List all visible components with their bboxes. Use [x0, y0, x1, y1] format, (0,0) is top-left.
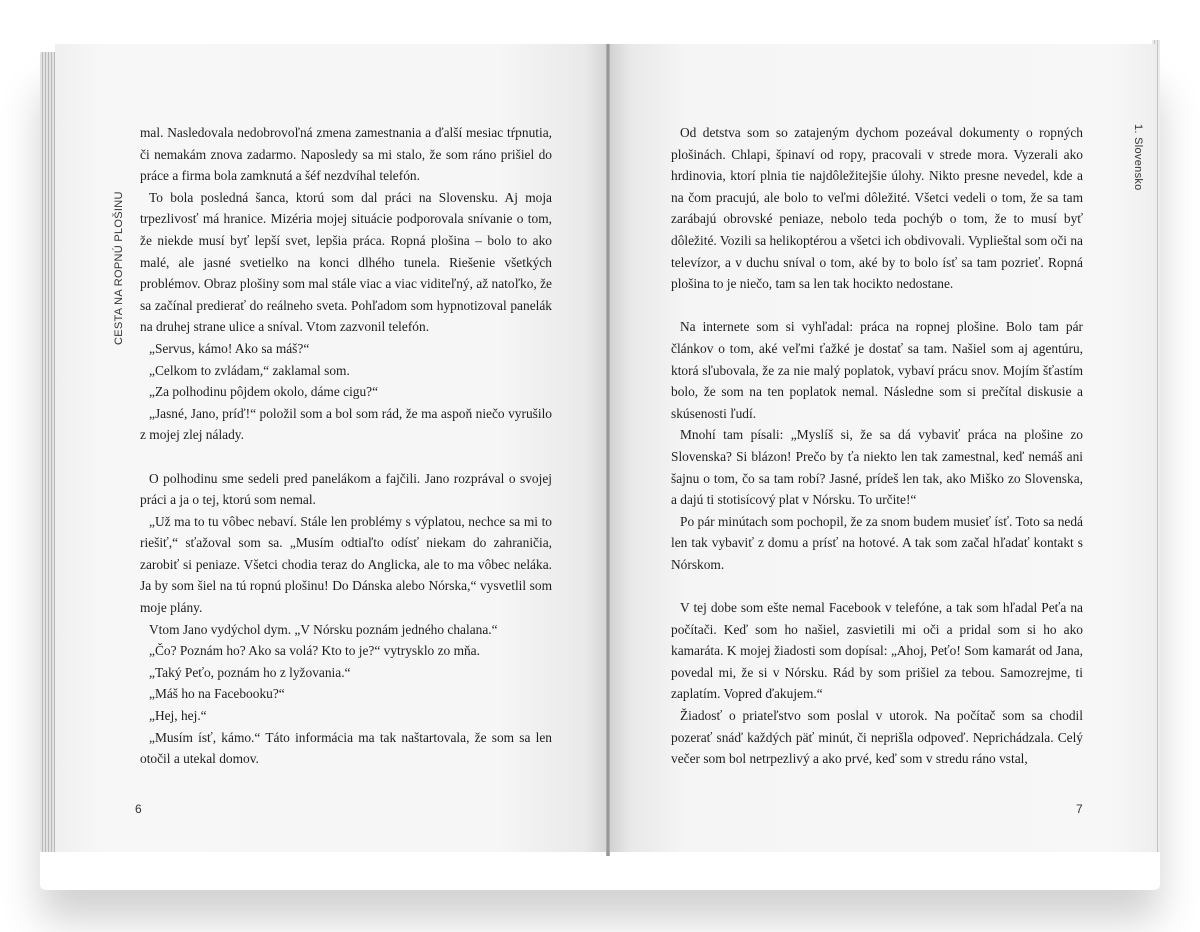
paragraph: „Čo? Poznám ho? Ako sa volá? Kto to je?“ vytrysklo zo mňa.	[149, 643, 480, 659]
left-page	[55, 44, 608, 852]
paragraph: V tej dobe som ešte nemal Facebook v telefóne, a tak som hľadal Peťa na počítači. Keď som ho našiel, zasvietili mi oči a pridal som si ho ako kamaráta. K mojej žiadosti som dopísal: „Ahoj, Peťo! Som kamarát od Jana, povedal mi, že si v Nórsku. Rád by som prišiel za tebou. Samozrejme, ti zaplatím. Vopred ďakujem.“	[671, 600, 1083, 702]
paragraph: To bola posledná šanca, ktorú som dal práci na Slovensku. Aj moja trpezlivosť má hranice. Mizéria mojej situácie podporovala snívanie o tom, že niekde musí byť lepší svet, lepšia práca. Ropná plošina – bolo to ako malé, ale jasné svetielko na konci dlhého tunela. Riešenie všetkých problémov. Obraz plošiny som mal stále viac a viac viditeľný, až natoľko, že sa začínal predierať do reálneho sveta. Pohľadom som hypnotizoval panelák na druhej strane ulice a sníval. Vtom zazvonil telefón.	[140, 189, 552, 335]
page-number-right: 7	[1076, 802, 1083, 816]
paragraph: „Jasné, Jano, príď!“ položil som a bol som rád, že ma aspoň niečo vyrušilo z mojej zlej nálady.	[140, 405, 552, 443]
running-head-left: CESTA NA ROPNÚ PLOŠINU	[113, 191, 125, 345]
paragraph: „Celkom to zvládam,“ zaklamal som.	[149, 362, 350, 378]
paragraph: Po pár minútach som pochopil, že za snom budem musieť ísť. Toto sa nedá len tak vybaviť z domu a prísť na hotové. A tak som začal hľadať kontakt s Nórskom.	[671, 513, 1083, 572]
paragraph: „Servus, kámo! Ako sa máš?“	[149, 340, 310, 356]
paragraph: „Za polhodinu pôjdem okolo, dáme cigu?“	[149, 384, 379, 400]
paragraph: „Hej, hej.“	[149, 708, 207, 724]
paragraph: „Máš ho na Facebooku?“	[149, 686, 285, 702]
paragraph: Vtom Jano vydýchol dym. „V Nórsku poznám jedného chalana.“	[149, 621, 498, 637]
left-page-body	[140, 122, 552, 770]
right-page	[608, 44, 1156, 852]
paragraph: Žiadosť o priateľstvo som poslal v utorok. Na počítač som sa chodil pozerať snáď každých päť minút, či neprišla odpoveď. Neprichádzala. Celý večer som bol netrpezlivý a ako prvé, keď som v stredu ráno vstal,	[671, 708, 1083, 767]
paragraph: O polhodinu sme sedeli pred panelákom a fajčili. Jano rozprával o svojej práci a ja o tej, ktorú som nemal.	[140, 470, 552, 508]
paragraph: Od detstva som so zatajeným dychom pozeával dokumenty o ropných plošinách. Chlapi, špinaví od ropy, pracovali v strede mora. Vyzerali ako hrdinovia, ktorí plnia tie najdôležitejšie úlohy. Nikto presne nevedel, kde a na čom pracujú, ale bolo to veľmi dôležité. Všetci vedeli o tom, že sa tam zarábajú obrovské peniaze, nebolo teda pochýb o tom, že to musí byť dôležité. Vozili sa helikoptérou a všetci ich obdivovali. Vyplieštal som oči na televízor, a v duchu sníval o tom, aké by to bolo ísť sa tam pozrieť. Ropná plošina to je niečo, tam sa len tak hocikto nedostane.	[671, 125, 1083, 292]
paragraph: „Taký Peťo, poznám ho z lyžovania.“	[149, 664, 351, 680]
paragraph: mal. Nasledovala nedobrovoľná zmena zamestnania a ďalší mesiac tŕpnutia, či nemakám znova zadarmo. Naposledy sa mi stalo, že som ráno prišiel do práce a firma bola zamknutá a šéf nezdvíhal telefón.	[140, 125, 552, 184]
running-head-right: 1. Slovensko	[1132, 124, 1144, 191]
paragraph: „Musím ísť, kámo.“ Táto informácia ma tak naštartovala, že som sa len otočil a utekal domov.	[140, 729, 552, 767]
paragraph: Na internete som si vyhľadal: práca na ropnej plošine. Bolo tam pár článkov o tom, aké veľmi ťažké je dostať sa tam. Našiel som aj agentúru, ktorá sľubovala, že za nie malý poplatok, vybaví prácu snov. Mojím šťastím bolo, že som na ten poplatok nemal. Následne som si prečítal diskusie a skúsenosti ľudí.	[671, 319, 1083, 421]
paragraph: Mnohí tam písali: „Myslíš si, že sa dá vybaviť práca na plošine zo Slovenska? Si blázon! Prečo by ťa niekto len tak zamestnal, keď nemáš ani šajnu o tom, čo sa tam robí? Jasné, prídeš len tak, ako Miško zo Slovenska, a dajú ti stotisícový plat v Nórsku. To určite!“	[671, 427, 1083, 508]
page-number-left: 6	[135, 802, 142, 816]
paragraph: „Už ma to tu vôbec nebaví. Stále len problémy s výplatou, nechce sa mi to riešiť,“ sťažoval som sa. „Musím odtiaľto odísť niekam do zahraničia, zarobiť si peniaze. Všetci chodia teraz do Anglicka, ale to ma vôbec neláka. Ja by som šiel na tú ropnú plošinu! Do Dánska alebo Nórska,“ vysvetlil som moje plány.	[140, 513, 552, 616]
right-page-body	[671, 122, 1083, 770]
book-spine	[606, 44, 610, 856]
